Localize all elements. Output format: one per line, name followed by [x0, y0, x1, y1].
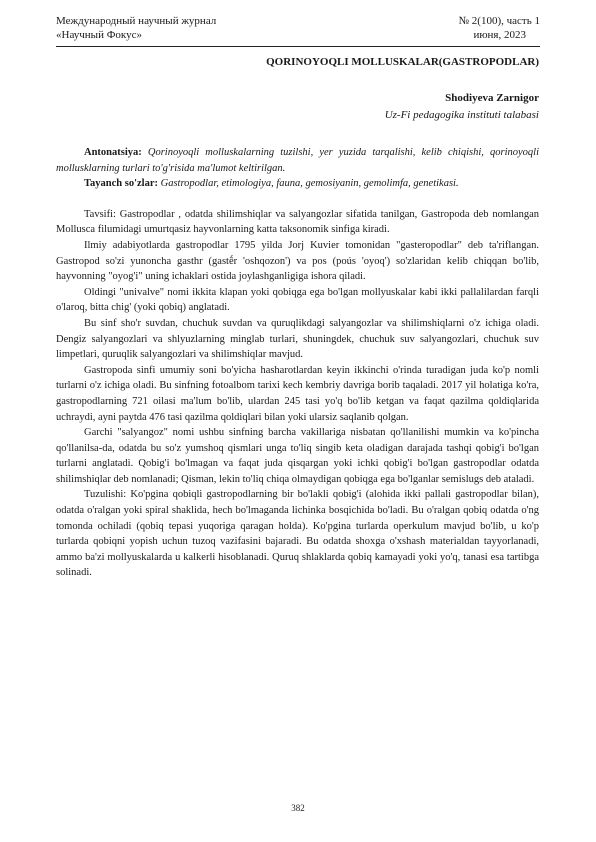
- paragraph: Garchi "salyangoz" nomi ushbu sinfning barcha vakillariga nisbatan qo'llanilishi mumkin va ko'pincha qo'llanilsa-da, odatda bu so'z yumshoq qismlari unga to'liq singib keta oladigan darajada tashqi qobig'i bo'lgan turlarni anglatadi. Qobig'i bo'lmagan va faqat juda qisqargan yoki ichki qobig'i bo'lgan gastropodlar odatda shilimshiqlar deb nomlanadi; Qisman, lekin to'liq chiqa olmaydigan qobiqga ega bo'lganlar semislugs deb ataladi.: [56, 427, 539, 485]
- paragraph: Tavsifi: Gastropodlar , odatda shilimshiqlar va salyangozlar sifatida tanilgan, Gastropoda deb nomlangan Mollusca filumidagi umurtqasiz hayvonlarning katta taksonomik sinfiga kiradi.: [56, 208, 539, 236]
- author-name: Shodiyeva Zarnigor: [445, 92, 539, 104]
- paragraph: Oldingi "univalve" nomi ikkita klapan yoki qobiqga ega bo'lgan mollyuskalar kabi ikki pallalilardan farqli o'laroq, bitta chig' (yoki qobiq) anglatadi.: [56, 286, 539, 314]
- article-title: QORINOYOQLI MOLLUSKALAR(GASTROPODLAR): [266, 56, 539, 68]
- abstract-text: Qorinoyoqli molluskalarning tuzilshi, yer yuzida tarqalishi, kelib chiqishi, qorinoyoqli mollusklarning turlari to'g'risida ma'lumot keltirilgan.: [56, 147, 540, 174]
- author-affiliation: Uz-Fi pedagogika instituti talabasi: [384, 109, 539, 121]
- issue-date: июня, 2023: [473, 29, 526, 41]
- page-number: 382: [291, 803, 305, 813]
- issue-number: № 2(100), часть 1: [458, 15, 540, 27]
- abstract: [56, 145, 539, 176]
- journal-name: «Научный Фокус»: [56, 29, 142, 41]
- header-rule: [56, 46, 540, 47]
- paragraph: Ilmiy adabiyotlarda gastropodlar 1795 yilda Jorj Kuvier tomonidan "gasteropodlar" deb ta'riflangan. Gastropod so'zi yunoncha gasthr (gastḗr 'oshqozon') va pos (poús 'oyoq') so'zlaridan kelib chiqqan bo'lib, hayvonning "oyog'i" uning ichaklari ostida joylashganligiga ishora qiladi.: [56, 239, 539, 283]
- issue-info-block: [459, 14, 540, 42]
- article-body: [56, 145, 539, 581]
- abstract-label: Antonatsiya:: [84, 147, 142, 158]
- journal-header: [56, 14, 540, 42]
- section-gap: [56, 192, 539, 207]
- keywords-label: Tayanch so'zlar:: [84, 178, 158, 190]
- journal-type: Международный научный журнал: [56, 15, 217, 27]
- keywords: [56, 176, 539, 192]
- keywords-text: Gastropodlar, etimologiya, fauna, gemosiyanin, gemolimfa, genetikasi.: [160, 178, 459, 190]
- paragraph: Gastropoda sinfi umumiy soni bo'yicha hasharotlardan keyin ikkinchi o'rinda turadigan juda ko'p nomli turlarni o'z ichiga oladi. Bu sinfning fotoalbom tarixi kech kembriy davriga borib taqaladi. 2017 yil holatiga ko'ra, gastropodlarning 721 oilasi ma'lum bo'lib, ulardan 245 tasi yo'q bo'lib ketgan va faqat qazilma qoldiqlarida uchraydi, ayni paytda 476 tasi qazilma qoldiqlari bilan yoki ularsiz saqlanib qolgan.: [56, 364, 539, 423]
- journal-name-block: [56, 14, 216, 42]
- paragraph: Bu sinf sho'r suvdan, chuchuk suvdan va quruqlikdagi salyangozlar va shilimshiqlarni o'z ichiga oladi. Dengiz salyangozlari va shlyuzlarning minglab turlari, shuningdek, chuchuk suv salyangozlari, chuchuk suv limpetlari, quruqlik salyangozlari va shilimshiqlar mavjud.: [56, 317, 539, 361]
- paragraph: Tuzulishi: Ko'pgina qobiqli gastropodlarning bir bo'lakli qobig'i (alohida ikki pallali gastropodlar bilan), odatda o'ralgan yoki spiral shaklida, hech bo'lmaganda lichinka bosqichida bo'ladi. Bu o'ralgan qobiq odatda o'ng tomonda ochiladi (qobiq tepasi yuqoriga qaragan holda). Ko'pgina turlarda operkulum mavjud bo'lib, u ko'p turlarda qobiqni yopish uchun tuzoq vazifasini bajaradi. Bu odatda shoxga o'xshash materialdan tayyorlanadi, ammo ba'zi mollyuskalarda u kalkerli hisoblanadi. Quruq shlaklarda qobiq kamayadi yoki yo'q, tanasi esa tartibga solinadi.: [56, 489, 539, 579]
